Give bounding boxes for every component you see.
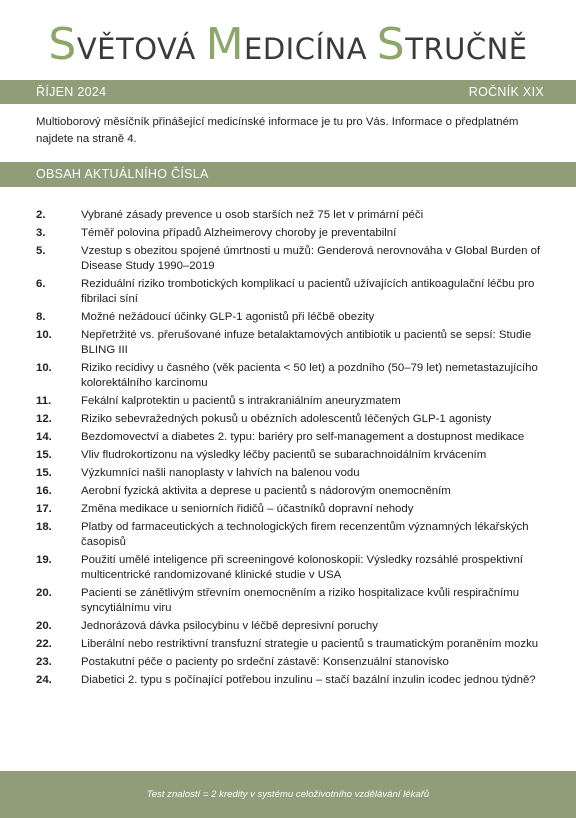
title-word2-initial: M bbox=[205, 19, 245, 70]
toc-title: Vybrané zásady prevence u osob starších než 75 let v primární péči bbox=[81, 209, 424, 221]
table-of-contents bbox=[36, 208, 548, 691]
toc-item[interactable] bbox=[36, 502, 548, 517]
toc-title: Riziko sebevražedných pokusů u obézních adolescentů léčených GLP-1 agonisty bbox=[81, 413, 492, 425]
toc-title: Liberální nebo restriktivní transfuzní strategie u pacientů s traumatickým poraněním mozku bbox=[81, 638, 539, 650]
toc-title: Vliv fludrokortizonu na výsledky léčby pacientů se subarachnoidálním krvácením bbox=[81, 449, 487, 461]
toc-title: Postakutní péče o pacienty po srdeční zástavě: Konsenzuální stanovisko bbox=[81, 656, 449, 668]
toc-title: Aerobní fyzická aktivita a deprese u pacientů s nádorovým onemocněním bbox=[81, 485, 451, 497]
toc-item[interactable] bbox=[36, 244, 548, 274]
toc-item[interactable] bbox=[36, 586, 548, 616]
toc-page-number: 6. bbox=[36, 278, 46, 290]
title-word3-initial: S bbox=[376, 19, 406, 70]
toc-page-number: 5. bbox=[36, 245, 46, 257]
toc-title: Vzestup s obezitou spojené úmrtnosti u mužů: Genderová nerovnováha v Global Burden of Disease Study 1990–2019 bbox=[81, 245, 541, 272]
toc-title: Reziduální riziko trombotických komplikací u pacientů užívajících antikoagulační léčbu pro fibrilaci síní bbox=[81, 278, 535, 305]
toc-page-number: 10. bbox=[36, 329, 52, 341]
footer-text: Test znalostí = 2 kredity v systému celoživotního vzdělávání lékařů bbox=[146, 789, 430, 800]
issue-date: ŘÍJEN 2024 bbox=[36, 85, 107, 99]
toc-page-number: 2. bbox=[36, 209, 46, 221]
toc-title: Diabetici 2. typu s počínající potřebou inzulinu – stačí bazální inzulin icodec jednou týdně? bbox=[81, 674, 536, 686]
toc-item[interactable] bbox=[36, 466, 548, 481]
toc-page-number: 8. bbox=[36, 311, 46, 323]
title-word1-rest: VĚTOVÁ bbox=[76, 32, 196, 66]
toc-title: Pacienti se zánětlivým střevním onemocněním a riziko hospitalizace kvůli respiračnímu syncytiálnímu viru bbox=[81, 587, 520, 614]
toc-title: Změna medikace u seniorních řidičů – účastníků dopravní nehody bbox=[81, 503, 414, 515]
contents-band bbox=[0, 162, 576, 187]
toc-title: Bezdomovectví a diabetes 2. typu: bariéry pro self-management a dostupnost medikace bbox=[81, 431, 525, 443]
toc-title: Fekální kalprotektin u pacientů s intrakraniálním aneuryzmatem bbox=[81, 395, 401, 407]
toc-item[interactable] bbox=[36, 520, 548, 550]
toc-item[interactable] bbox=[36, 226, 548, 241]
toc-title: Platby od farmaceutických a technologických firem recenzentům významných lékařských časopisů bbox=[81, 521, 529, 548]
toc-page-number: 11. bbox=[36, 395, 52, 407]
publication-title bbox=[0, 14, 576, 76]
issue-band bbox=[0, 80, 576, 104]
toc-item[interactable] bbox=[36, 277, 548, 307]
title-word3-rest: TRUČNĚ bbox=[405, 32, 528, 66]
toc-page-number: 20. bbox=[36, 587, 52, 599]
contents-heading: OBSAH AKTUÁLNÍHO ČÍSLA bbox=[36, 167, 209, 181]
toc-page-number: 17. bbox=[36, 503, 52, 515]
toc-title: Výzkumníci našli nanoplasty v lahvích na balenou vodu bbox=[81, 467, 360, 479]
toc-page-number: 18. bbox=[36, 521, 52, 533]
toc-title: Možné nežádoucí účinky GLP-1 agonistů při léčbě obezity bbox=[81, 311, 375, 323]
toc-title: Nepřetržité vs. přerušované infuze betalaktamových antibiotik u pacientů se sepsí: Studie BLING III bbox=[81, 329, 532, 356]
toc-item[interactable] bbox=[36, 619, 548, 634]
toc-item[interactable] bbox=[36, 553, 548, 583]
toc-page-number: 20. bbox=[36, 620, 52, 632]
toc-item[interactable] bbox=[36, 655, 548, 670]
title-word1-initial: S bbox=[48, 19, 77, 70]
toc-item[interactable] bbox=[36, 310, 548, 325]
footer-band bbox=[0, 771, 576, 818]
toc-page-number: 19. bbox=[36, 554, 52, 566]
toc-item[interactable] bbox=[36, 673, 548, 688]
toc-item[interactable] bbox=[36, 328, 548, 358]
toc-page-number: 23. bbox=[36, 656, 52, 668]
title-word2-rest: EDICÍNA bbox=[244, 32, 368, 66]
toc-title: Riziko recidivy u časného (věk pacienta < 50 let) a pozdního (50–79 let) nemetastazujícího kolorektálního karcinomu bbox=[81, 362, 538, 389]
toc-page-number: 12. bbox=[36, 413, 52, 425]
toc-page-number: 16. bbox=[36, 485, 52, 497]
toc-item[interactable] bbox=[36, 208, 548, 223]
toc-page-number: 15. bbox=[36, 467, 52, 479]
toc-page-number: 22. bbox=[36, 638, 52, 650]
toc-title: Použití umělé inteligence při screeningové kolonoskopii: Výsledky rozsáhlé prospektivní multicentrické randomizované klinické studie v USA bbox=[81, 554, 523, 581]
toc-title: Jednorázová dávka psilocybinu v léčbě depresivní poruchy bbox=[81, 620, 378, 632]
toc-item[interactable] bbox=[36, 430, 548, 445]
toc-title: Téměř polovina případů Alzheimerovy choroby je preventabilní bbox=[81, 227, 397, 239]
issue-volume: ROČNÍK XIX bbox=[468, 85, 544, 99]
toc-item[interactable] bbox=[36, 394, 548, 409]
toc-item[interactable] bbox=[36, 637, 548, 652]
toc-item[interactable] bbox=[36, 448, 548, 463]
toc-page-number: 14. bbox=[36, 431, 52, 443]
toc-page-number: 24. bbox=[36, 674, 52, 686]
toc-page-number: 15. bbox=[36, 449, 52, 461]
toc-item[interactable] bbox=[36, 412, 548, 427]
intro-text: Multioborový měsíčník přinášející medicínské informace je tu pro Vás. Informace o předplatném najdete na straně 4. bbox=[36, 116, 519, 145]
toc-page-number: 10. bbox=[36, 362, 52, 374]
toc-item[interactable] bbox=[36, 361, 548, 391]
toc-page-number: 3. bbox=[36, 227, 46, 239]
toc-item[interactable] bbox=[36, 484, 548, 499]
